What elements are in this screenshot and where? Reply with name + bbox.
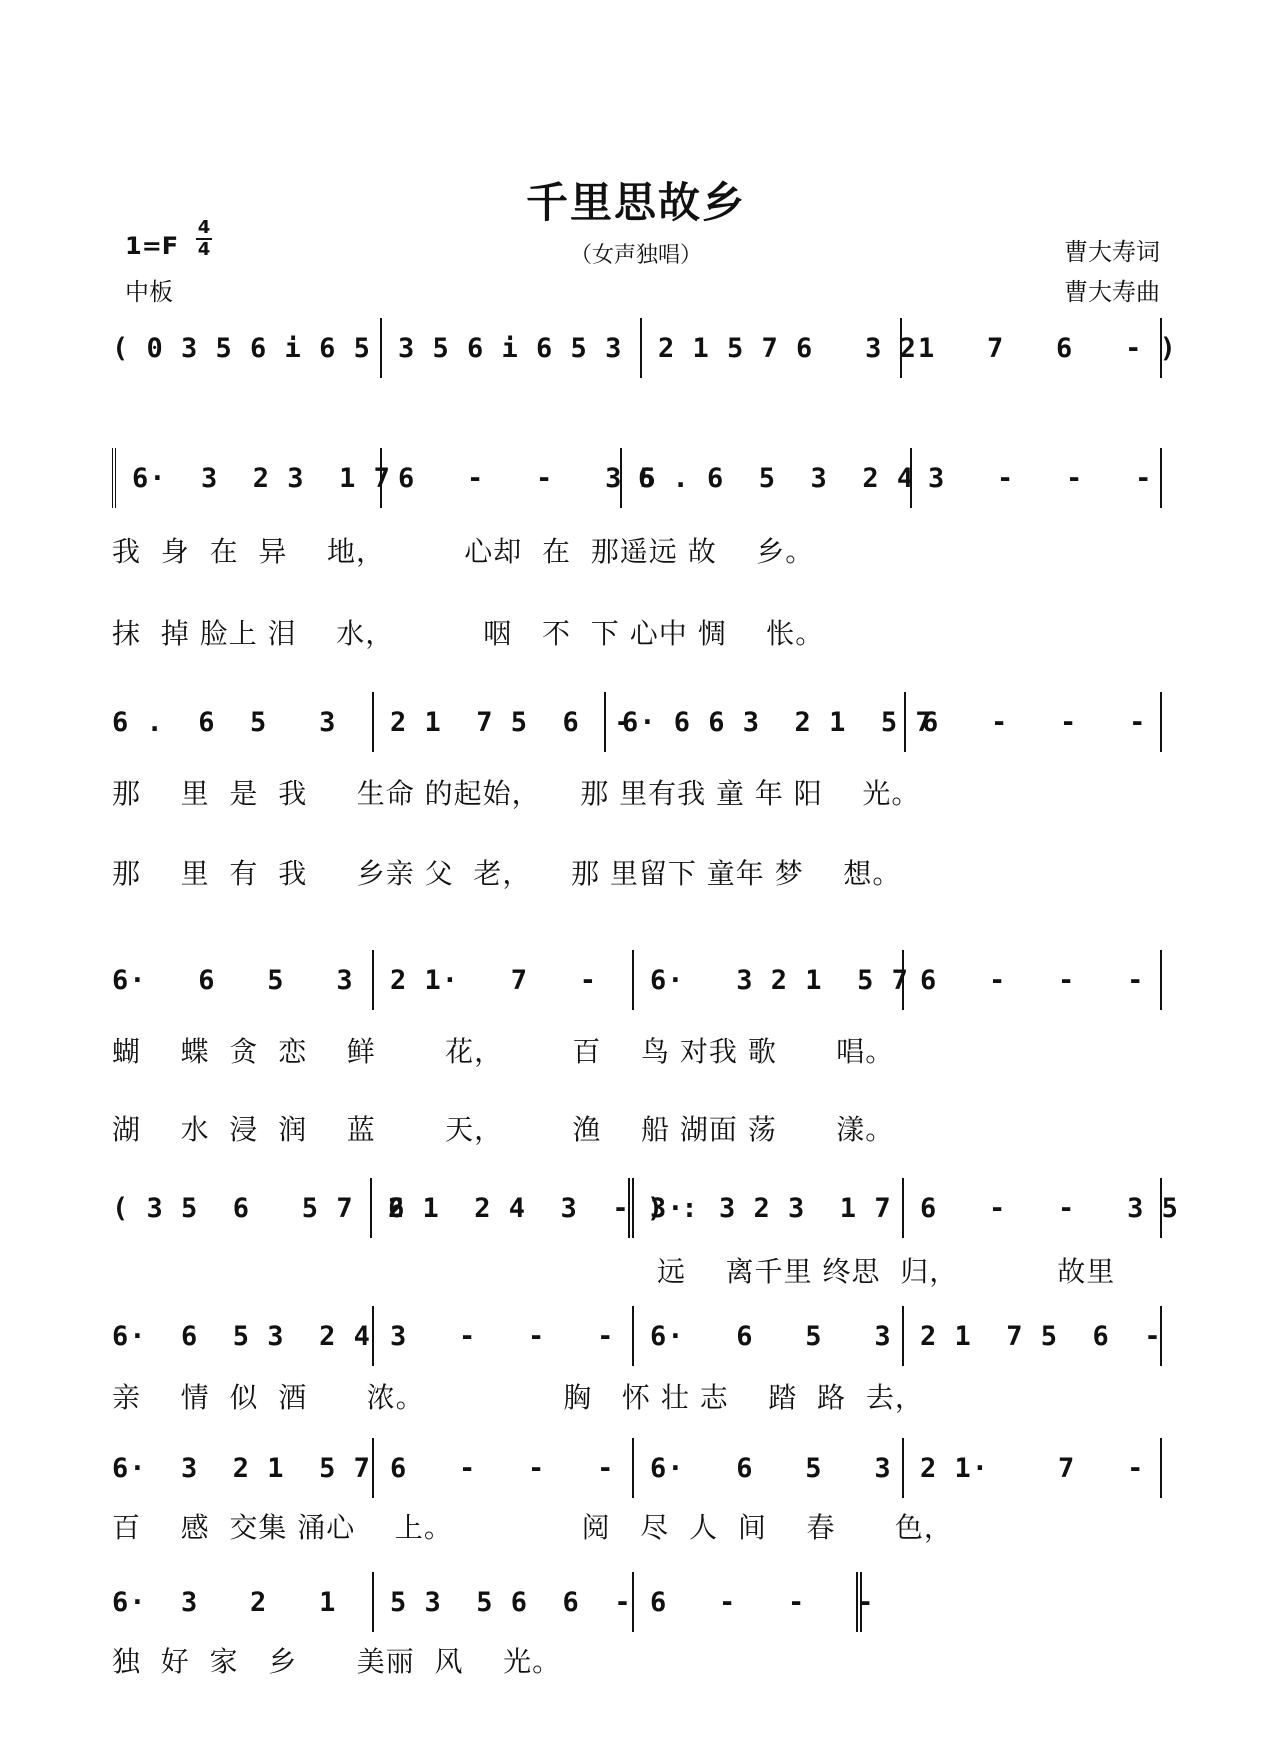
- measure: [112, 448, 391, 508]
- score-system-6: [112, 1306, 1162, 1366]
- score-system-4: [112, 950, 1162, 1010]
- lyric-line: 亲 情 似 酒 浓。 胸 怀 壮 志 踏 路 去，: [112, 1381, 924, 1414]
- measure: [112, 318, 382, 378]
- measure: [112, 692, 374, 752]
- measure-notes: 6 . 6 5 3 2 4: [638, 462, 915, 494]
- measure: [112, 1438, 374, 1498]
- measure: [904, 950, 1162, 1010]
- measure-notes: 2 1 7 5 6 -: [390, 706, 632, 738]
- measure: [634, 1438, 904, 1498]
- measure: [382, 448, 657, 508]
- measure: [112, 1572, 374, 1632]
- measure-notes: 6· 6 5 3: [650, 1452, 892, 1484]
- measure: [112, 1178, 406, 1238]
- measure-notes: 2 1 2 4 3 - ) :: [388, 1192, 699, 1224]
- measure: [906, 692, 1162, 752]
- measure-notes: 3· 3 2 3 1 7: [650, 1192, 892, 1224]
- lyric-line: 我 身 在 异 地， 心却 在 那遥远 故 乡。: [112, 535, 815, 568]
- measure-notes: 6· 3 2 1 5 7: [650, 964, 909, 996]
- measure-notes: 6 - - -: [922, 706, 1147, 738]
- score-system-7: [112, 1438, 1162, 1498]
- measure-notes: 6· 3 2 3 1 7: [132, 462, 391, 494]
- lyric-line: 百 感 交集 涌心 上。 阅 尽 人 间 春 色，: [112, 1511, 953, 1544]
- measure: [374, 1572, 634, 1632]
- measure: [642, 318, 917, 378]
- score-system-1: [112, 318, 1177, 378]
- measure: [622, 448, 915, 508]
- measure-notes: 6 - - 3 5: [398, 462, 657, 494]
- key-signature: 1=F: [125, 232, 179, 260]
- measure: [634, 1178, 904, 1238]
- measure-notes: 6 - - -: [650, 1586, 875, 1618]
- measure: [902, 318, 1177, 378]
- measure-notes: 2 1 7 5 6 -: [920, 1320, 1162, 1352]
- measure: [374, 950, 634, 1010]
- measure-notes: ( 0 3 5 6 i 6 5: [112, 332, 371, 364]
- measure-notes: 6 - - -: [920, 964, 1145, 996]
- score-system-3: [112, 692, 1162, 752]
- lyric-line: 那 里 有 我 乡亲 父 老， 那 里留下 童年 梦 想。: [112, 857, 902, 890]
- measure: [904, 1438, 1162, 1498]
- measure: [382, 318, 642, 378]
- lyric-line: 那 里 是 我 生命 的起始， 那 里有我 童 年 阳 光。: [112, 777, 921, 810]
- measure: [634, 950, 909, 1010]
- measure-notes: 3 5 6 i 6 5 3: [398, 332, 623, 364]
- measure: [904, 1306, 1162, 1366]
- lyric-line: 远 离千里 终思 归， 故里: [657, 1255, 1116, 1288]
- measure-notes: 3 - - -: [390, 1320, 615, 1352]
- measure: [112, 950, 374, 1010]
- measure-notes: 6 - - -: [390, 1452, 615, 1484]
- measure-notes: 6 - - 3 5: [920, 1192, 1179, 1224]
- measure-notes: 6· 3 2 1: [112, 1586, 337, 1618]
- song-title: 千里思故乡: [525, 178, 746, 227]
- measure-notes: 1 7 6 - ): [918, 332, 1177, 364]
- measure: [374, 692, 632, 752]
- lyric-line: 蝴 蝶 贪 恋 鲜 花， 百 鸟 对我 歌 唱。: [112, 1035, 895, 1068]
- measure: [372, 1178, 699, 1238]
- measure-notes: 2 1· 7 -: [920, 1452, 1145, 1484]
- measure-notes: 6· 6 5 3: [650, 1320, 892, 1352]
- measure-notes: 3 - - -: [928, 462, 1153, 494]
- time-signature-bottom: 4: [197, 239, 211, 260]
- song-subtitle: （女声独唱）: [569, 243, 702, 268]
- measure: [912, 448, 1162, 508]
- measure: [634, 1572, 875, 1632]
- composer-credit: 曹大寿曲: [1064, 278, 1160, 306]
- measure-notes: 6· 6 5 3: [112, 964, 354, 996]
- measure-notes: ( 3 5 6 5 7 6: [112, 1192, 406, 1224]
- measure: [112, 1306, 374, 1366]
- measure-notes: 6 . 6 5 3: [112, 706, 337, 738]
- measure-notes: 6· 6 6 3 2 1 5 7: [622, 706, 933, 738]
- measure-notes: 2 1 5 7 6 3 2: [658, 332, 917, 364]
- measure: [374, 1306, 634, 1366]
- lyric-line: 抹 掉 脸上 泪 水， 咽 不 下 心中 惆 怅。: [112, 617, 825, 650]
- score-system-2: [112, 448, 1162, 508]
- time-signature: [193, 218, 215, 260]
- tempo-marking: 中板: [125, 278, 173, 306]
- lyricist-credit: 曹大寿词: [1064, 238, 1160, 266]
- measure: [634, 1306, 904, 1366]
- measure-notes: 6· 3 2 1 5 7: [112, 1452, 371, 1484]
- lyric-line: 湖 水 浸 润 蓝 天， 渔 船 湖面 荡 漾。: [112, 1113, 895, 1146]
- score-system-8: [112, 1572, 892, 1632]
- lyric-line: 独 好 家 乡 美丽 风 光。: [112, 1645, 562, 1678]
- measure: [606, 692, 933, 752]
- score-system-5: [112, 1178, 1179, 1238]
- measure-notes: 2 1· 7 -: [390, 964, 598, 996]
- measure-notes: 6· 6 5 3 2 4: [112, 1320, 371, 1352]
- measure: [374, 1438, 634, 1498]
- measure-notes: 5 3 5 6 6 -: [390, 1586, 632, 1618]
- measure: [904, 1178, 1179, 1238]
- time-signature-top: 4: [197, 217, 211, 238]
